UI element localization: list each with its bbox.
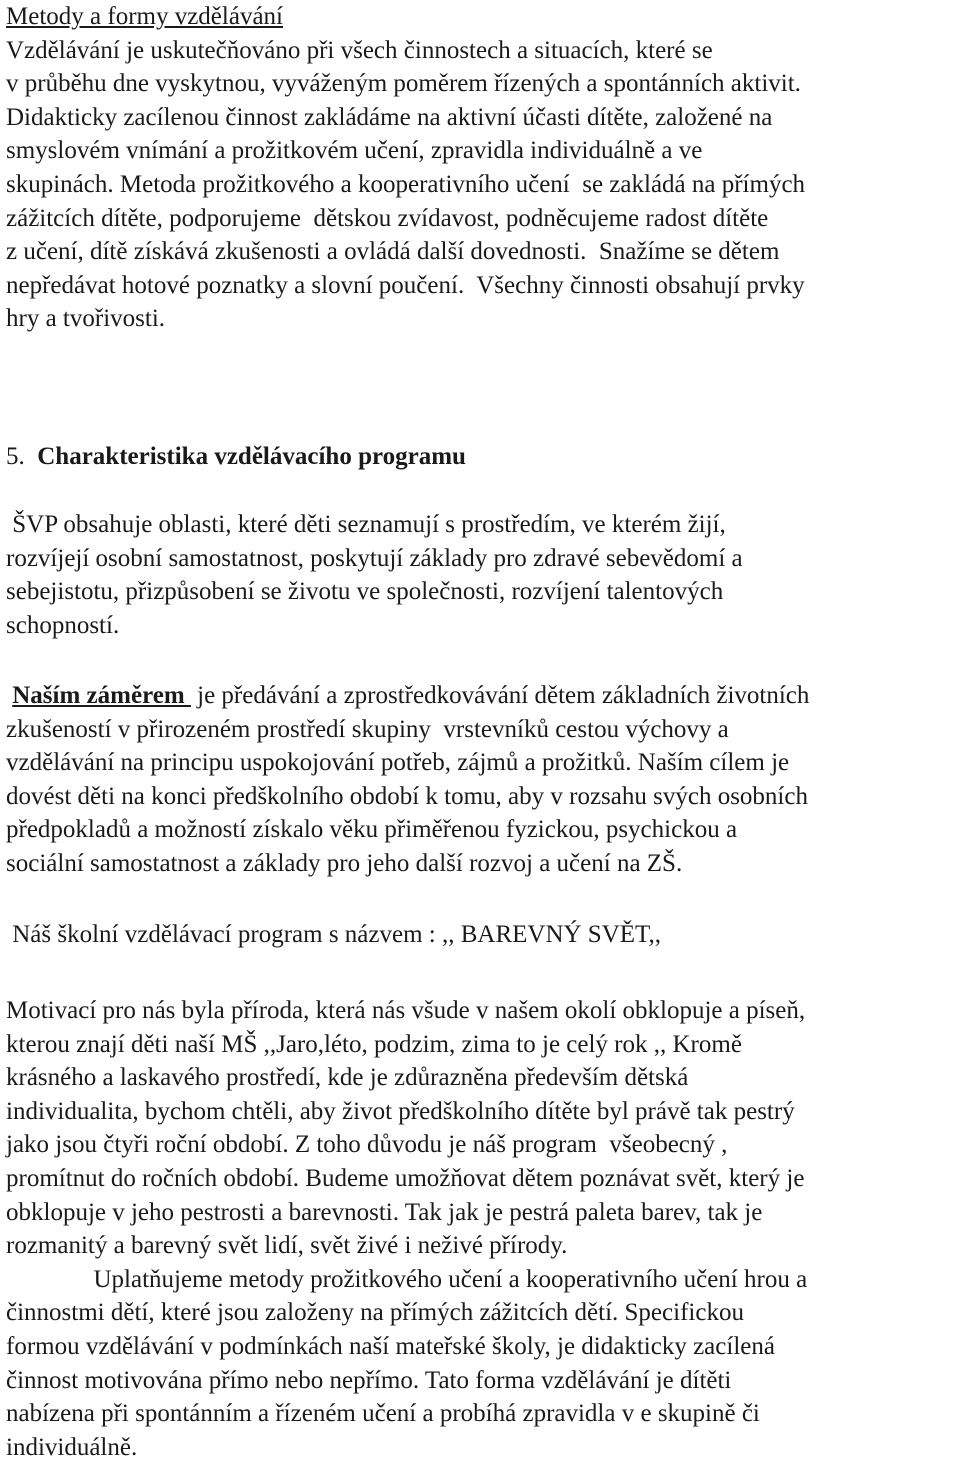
paragraph-line: sociální samostatnost a základy pro jeho další rozvoj a učení na ZŠ. bbox=[6, 849, 683, 877]
paragraph-line: Motivací pro nás byla příroda, která nás všude v našem okolí obklopuje a píseň, bbox=[6, 997, 806, 1024]
paragraph-line: nepředávat hotové poznatky a slovní poučení. Všechny činnosti obsahují prvky bbox=[6, 271, 805, 299]
paragraph-line: činnost motivována přímo nebo nepřímo. Tato forma vzdělávání je dítěti bbox=[6, 1366, 732, 1394]
aim-first-rest: je předávání a zprostředkovávání dětem základních životních bbox=[190, 682, 810, 709]
paragraph-line: ŠVP obsahuje oblasti, které děti seznamují s prostředím, ve kterém žijí, bbox=[6, 511, 726, 538]
section-title bbox=[6, 440, 952, 474]
paragraph-line: nabízena při spontánním a řízeném učení a probíhá zpravidla v e skupině či bbox=[6, 1400, 760, 1428]
paragraph-line: Uplatňujeme metody prožitkového učení a kooperativního učení hrou a bbox=[6, 1265, 808, 1293]
program-name bbox=[6, 918, 952, 952]
svp-paragraph bbox=[6, 508, 952, 642]
paragraph-line: obklopuje v jeho pestrosti a barevnosti. Tak jak je pestrá paleta barev, tak je bbox=[6, 1198, 763, 1226]
section-title-text: Charakteristika vzdělávacího programu bbox=[37, 443, 466, 470]
paragraph-line: smyslovém vnímání a prožitkovém učení, zpravidla individuálně a ve bbox=[6, 137, 703, 165]
paragraph-line: individuálně. bbox=[6, 1433, 138, 1461]
paragraph-line bbox=[6, 679, 952, 713]
section-heading-methods: Metody a formy vzdělávání bbox=[6, 3, 283, 30]
paragraph-line: rozmanitý a barevný svět lidí, svět živé i neživé přírody. bbox=[6, 1232, 568, 1260]
section-methods bbox=[6, 0, 952, 336]
program-name-line: Náš školní vzdělávací program s názvem : ,, BAREVNÝ SVĚT,, bbox=[6, 921, 661, 948]
aim-emphasis: Naším záměrem bbox=[12, 682, 191, 709]
paragraph-line: promítnut do ročních období. Budeme umožňovat dětem poznávat svět, který je bbox=[6, 1164, 805, 1192]
paragraph-line: činnostmi dětí, které jsou založeny na přímých zážitcích dětí. Specifickou bbox=[6, 1299, 744, 1327]
paragraph-line: Didakticky zacílenou činnost zakládáme na aktivní účasti dítěte, založené na bbox=[6, 103, 773, 131]
paragraph-line: zkušeností v přirozeném prostředí skupiny vrstevníků cestou výchovy a bbox=[6, 715, 729, 743]
paragraph-line: schopností. bbox=[6, 611, 120, 639]
paragraph-line: předpokladů a možností získalo věku přiměřenou fyzickou, psychickou a bbox=[6, 816, 738, 844]
aim-paragraph bbox=[6, 679, 952, 881]
paragraph-line: sebejistotu, přizpůsobení se životu ve společnosti, rozvíjení talentových bbox=[6, 578, 724, 606]
paragraph-line: individualita, bychom chtěli, aby život předškolního dítěte byl právě tak pestrý bbox=[6, 1097, 795, 1125]
paragraph-line: zážitcích dítěte, podporujeme dětskou zvídavost, podněcujeme radost dítěte bbox=[6, 204, 769, 232]
paragraph-line: dovést děti na konci předškolního období k tomu, aby v rozsahu svých osobních bbox=[6, 782, 808, 810]
paragraph-line: krásného a laskavého prostředí, kde je zdůrazněna především dětská bbox=[6, 1064, 689, 1092]
section-5-heading bbox=[6, 440, 952, 474]
paragraph-line: rozvíjejí osobní samostatnost, poskytují základy pro zdravé sebevědomí a bbox=[6, 544, 743, 572]
paragraph-line: hry a tvořivosti. bbox=[6, 305, 166, 333]
motivation-paragraph bbox=[6, 994, 952, 1464]
paragraph-line: skupinách. Metoda prožitkového a kooperativního učení se zakládá na přímých bbox=[6, 170, 806, 198]
paragraph-line: vzdělávání na principu uspokojování potřeb, zájmů a prožitků. Naším cílem je bbox=[6, 749, 790, 777]
paragraph-line: kterou znají děti naší MŠ ,,Jaro,léto, podzim, zima to je celý rok ,, Kromě bbox=[6, 1030, 742, 1058]
paragraph-line: formou vzdělávání v podmínkách naší mateřské školy, je didakticky zacílená bbox=[6, 1332, 775, 1360]
paragraph-line: z učení, dítě získává zkušenosti a ovládá další dovednosti. Snažíme se dětem bbox=[6, 238, 780, 266]
section-number: 5. bbox=[6, 443, 25, 470]
paragraph-line: Vzdělávání je uskutečňováno při všech činnostech a situacích, které se bbox=[6, 36, 713, 64]
paragraph-line: jako jsou čtyři roční období. Z toho důvodu je náš program všeobecný , bbox=[6, 1131, 728, 1159]
paragraph-line: v průběhu dne vyskytnou, vyváženým poměrem řízených a spontánních aktivit. bbox=[6, 70, 801, 98]
